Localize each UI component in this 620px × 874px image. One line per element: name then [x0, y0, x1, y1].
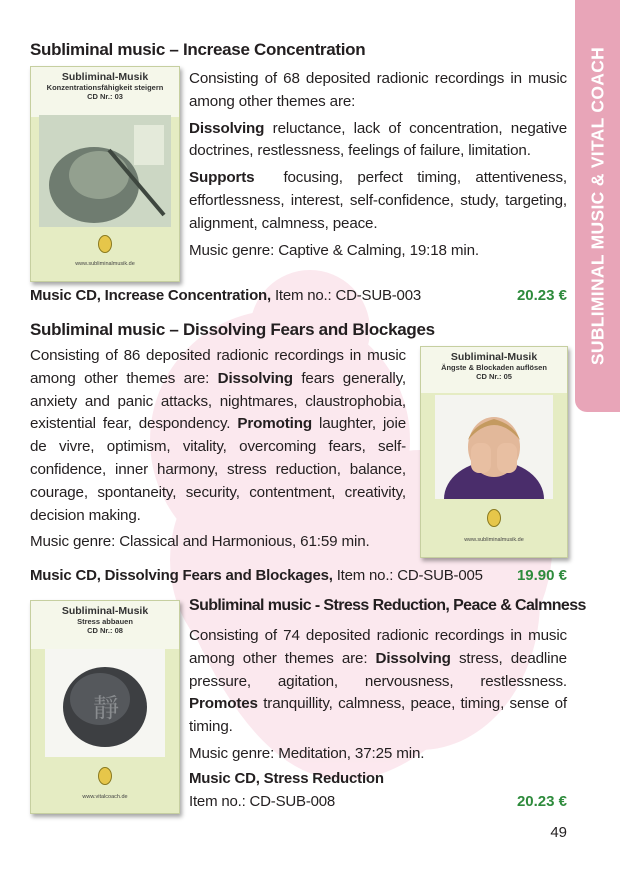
cd-cover-image — [420, 346, 568, 558]
product-title: Subliminal music - Stress Reduction, Peace & Calmness — [189, 597, 586, 614]
dissolving-label: Dissolving — [217, 369, 293, 387]
description-supports — [189, 167, 567, 235]
description-body — [30, 345, 406, 527]
description-intro: Consisting of 68 deposited radionic recordings in music among other themes are: — [189, 70, 567, 110]
cover-subtitle: Stress abbauen — [77, 617, 133, 626]
cover-subtitle: Ängste & Blockaden auflösen — [441, 363, 547, 372]
price: 20.23 € — [516, 287, 567, 304]
cd-label: Music CD, Increase Concentration, — [30, 287, 271, 304]
supports-text: focusing, perfect timing, attentiveness, effortlessness, interest, self-confidence, study, targeting, alignment, calmness, peace. — [189, 169, 568, 232]
sidebar-tab — [575, 0, 620, 412]
cover-logo — [98, 235, 112, 253]
cover-subtitle: Konzentrationsfähigkeit steigern — [46, 83, 164, 92]
promotes-text: tranquillity, calmness, peace, timing, sense of timing. — [189, 695, 568, 736]
cd-cover-image — [30, 66, 180, 282]
music-genre: Music genre: Captive & Calming, 19:18 min. — [189, 241, 479, 259]
price: 20.23 € — [516, 793, 567, 810]
product-description — [189, 68, 567, 262]
music-genre: Music genre: Meditation, 37:25 min. — [189, 744, 425, 762]
cd-label: Music CD, Dissolving Fears and Blockages, — [30, 567, 333, 584]
cd-label: Music CD, Stress Reduction — [189, 770, 384, 787]
dissolving-text: reluctance, lack of concentration, negative doctrines, restlessness, feelings of failure, limitation. — [189, 119, 568, 160]
description-intro: Consisting of 86 deposited radionic recordings in music among other themes are: — [30, 347, 406, 387]
cover-brand: Subliminal-Musik — [61, 71, 149, 83]
product-title: Subliminal music – Dissolving Fears and Blockages — [30, 320, 435, 339]
item-number: Item no.: CD-SUB-005 — [336, 567, 483, 584]
cover-brand: Subliminal-Musik — [450, 351, 538, 363]
cover-photo — [435, 395, 553, 499]
order-line — [30, 287, 421, 304]
dissolving-text: stress, deadline pressure, agitation, nervousness, restlessness. — [189, 649, 567, 690]
price: 19.90 € — [516, 567, 567, 584]
dissolving-text: fears generally, anxiety and panic attacks, nightmares, claustrophobia, existential fear, despondency. — [30, 369, 406, 433]
cover-logo — [98, 767, 112, 785]
promoting-label: Promoting — [237, 415, 312, 433]
cover-brand: Subliminal-Musik — [61, 605, 149, 617]
cover-url: www.vitalcoach.de — [82, 794, 128, 800]
description-intro: Consisting of 74 deposited radionic recordings in music among other themes are: — [189, 627, 567, 667]
sidebar-label: SUBLIMINAL MUSIC & VITAL COACH — [587, 46, 607, 366]
promotes-label: Promotes — [189, 695, 258, 713]
cover-url: www.subliminalmusik.de — [464, 537, 524, 543]
item-number: Item no.: CD-SUB-008 — [189, 793, 336, 810]
page-number: 49 — [550, 824, 567, 841]
order-line — [30, 567, 483, 584]
product-description — [189, 625, 567, 766]
dissolving-label: Dissolving — [189, 119, 265, 137]
cover-photo — [45, 649, 165, 757]
cover-url: www.subliminalmusik.de — [75, 261, 135, 267]
cover-logo — [487, 509, 501, 527]
svg-text:靜: 靜 — [93, 694, 120, 724]
cover-photo — [39, 115, 171, 227]
cd-cover-image — [30, 600, 180, 814]
dissolving-label: Dissolving — [375, 649, 451, 667]
cover-cd-number: CD Nr.: 08 — [87, 626, 123, 635]
description-body — [189, 625, 567, 739]
music-genre: Music genre: Classical and Harmonious, 61:59 min. — [30, 533, 370, 551]
promoting-text: laughter, joie de vivre, optimism, vitality, overcoming fears, self-confidence, inner harmony, stress reduction, balance, courage, spontaneity, security, contentment, creativity, decision making. — [30, 415, 407, 524]
cover-cd-number: CD Nr.: 03 — [87, 92, 123, 101]
description-dissolving — [189, 118, 567, 164]
item-number: Item no.: CD-SUB-003 — [274, 287, 421, 304]
product-title: Subliminal music – Increase Concentration — [30, 40, 366, 59]
supports-label: Supports — [189, 169, 255, 187]
product-description — [30, 345, 406, 554]
cover-cd-number: CD Nr.: 05 — [476, 372, 512, 381]
